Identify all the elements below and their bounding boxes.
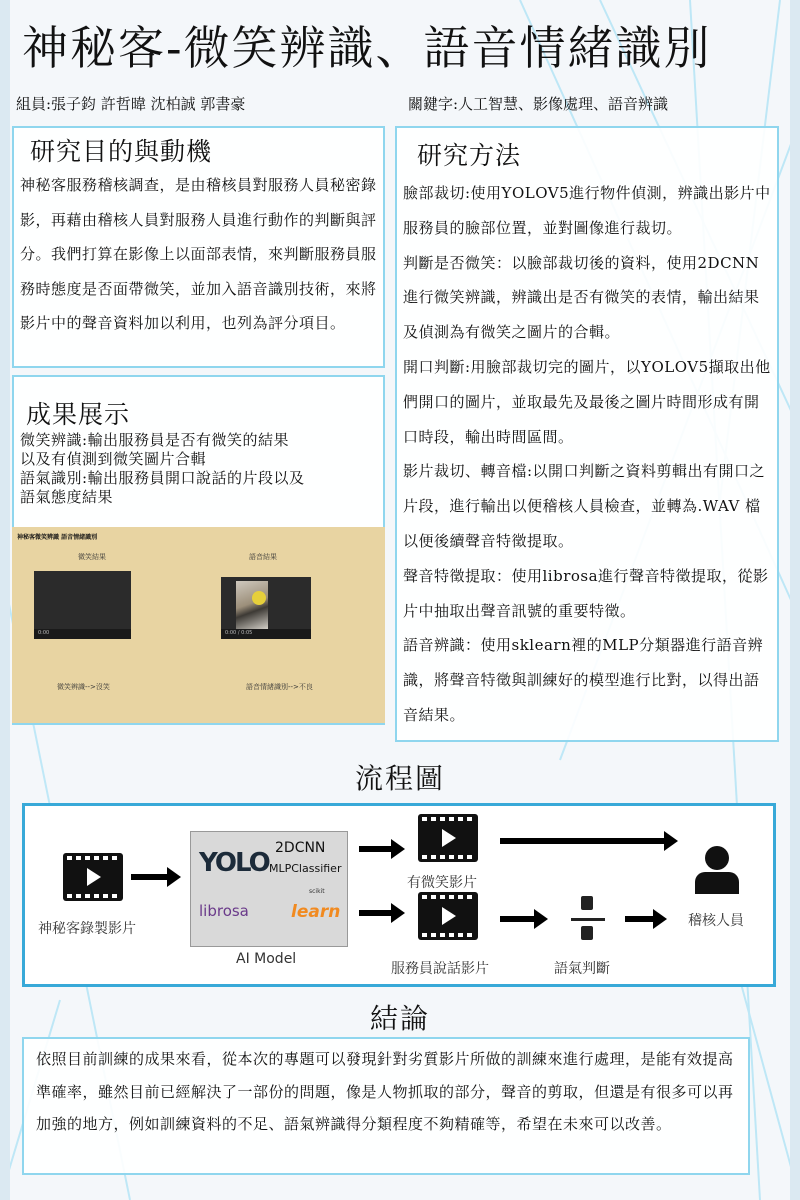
results-line: 以及有偵測到微笑圖片合輯 bbox=[20, 450, 207, 468]
model-2dcnn: 2DCNN bbox=[275, 840, 326, 856]
arrow-icon bbox=[359, 846, 393, 852]
purpose-heading: 研究目的與動機 bbox=[30, 137, 213, 166]
results-line: 微笑辨識:輸出服務員是否有微笑的結果 bbox=[20, 431, 290, 449]
conclusion-section bbox=[22, 1037, 750, 1175]
tone-judgement-label: 語氣判斷 bbox=[554, 961, 610, 977]
smile-video-label: 有微笑影片 bbox=[407, 875, 477, 891]
method-mouth-open: 開口判斷:用臉部裁切完的圖片，以YOLOV5擷取出他們開口的圖片，並取最先及最後之圖片時間形成有開口時段，輸出時間區間。 bbox=[403, 357, 771, 446]
arrow-icon bbox=[359, 910, 393, 916]
method-video-cut: 影片裁切、轉音檔:以開口判斷之資料剪輯出有開口之片段，進行輸出以便稽核人員檢查，並轉為.WAV 檔以便後續聲音特徵提取。 bbox=[403, 462, 766, 550]
arrow-icon bbox=[131, 874, 169, 880]
results-line: 語氣態度結果 bbox=[20, 488, 114, 506]
method-face-crop: 臉部裁切:使用YOLOV5進行物件偵測，辨識出影片中服務員的臉部位置，並對圖像進行裁切。 bbox=[403, 184, 771, 237]
purpose-text: 神秘客服務稽核調查，是由稽核員對服務人員秘密錄影，再藉由稽核人員對服務人員進行動作的判斷與評分。我們打算在影像上以面部表情，來判斷服務員服務時態度是否面帶微笑，並加入語音識別技術，來將影片中的聲音資料加以利用，也列為評分項目。 bbox=[20, 176, 377, 332]
conclusion-text: 依照目前訓練的成果來看，從本次的專題可以發現針對劣質影片所做的訓練來進行處理，是能有效提高準確率，雖然目前已經解決了一部份的問題，像是人物抓取的部分，聲音的剪取，但還是有很多可以再加強的地方，例如訓練資料的不足、語氣辨識得分類程度不夠精確等，希望在未來可以改善。 bbox=[36, 1050, 734, 1133]
arrow-icon bbox=[625, 916, 655, 922]
arrow-icon bbox=[500, 916, 536, 922]
speech-result-label: 語音結果 bbox=[249, 553, 277, 561]
input-video-label: 神秘客錄製影片 bbox=[38, 921, 136, 937]
results-line: 語氣識別:輸出服務員開口說話的片段以及 bbox=[20, 469, 305, 487]
speech-video-label: 服務員說話影片 bbox=[391, 961, 489, 977]
tone-judgement-icon bbox=[571, 896, 605, 946]
ai-model-label: AI Model bbox=[236, 951, 297, 967]
speech-video-player[interactable] bbox=[221, 577, 311, 639]
demo-title: 神秘客微笑辨識 語音情緒識別 bbox=[17, 534, 98, 541]
smile-result-text: 微笑辨識-->沒笑 bbox=[57, 683, 110, 691]
speech-video-icon bbox=[418, 892, 478, 940]
sklearn-logo: learn bbox=[291, 902, 341, 922]
auditor-icon bbox=[695, 846, 739, 894]
poster-title: 神秘客-微笑辨識、語音情緒識別 bbox=[22, 21, 712, 75]
speech-result-text: 語音情緒識別-->不良 bbox=[246, 683, 313, 691]
input-video-icon bbox=[63, 853, 123, 901]
yolo-logo: YOLO bbox=[199, 848, 269, 878]
smile-video-player[interactable] bbox=[34, 571, 131, 639]
video-time: 0:00 / 0:05 bbox=[225, 630, 253, 636]
results-heading: 成果展示 bbox=[26, 400, 131, 429]
sklearn-logo-small: scikit bbox=[309, 888, 325, 895]
conclusion-heading: 結論 bbox=[369, 1002, 430, 1035]
smile-result-label: 微笑結果 bbox=[78, 553, 106, 561]
methods-heading: 研究方法 bbox=[417, 141, 522, 170]
arrow-icon bbox=[500, 838, 666, 844]
librosa-logo: librosa bbox=[199, 902, 249, 920]
method-audio-feature: 聲音特徵提取：使用librosa進行聲音特徵提取，從影片中抽取出聲音訊號的重要特徵。 bbox=[403, 566, 769, 620]
video-thumbnail bbox=[236, 581, 268, 631]
auditor-label: 稽核人員 bbox=[688, 913, 744, 929]
purpose-section bbox=[12, 126, 385, 368]
demo-screenshot bbox=[12, 527, 385, 723]
ai-model-box bbox=[190, 831, 348, 947]
results-text bbox=[20, 431, 377, 507]
flowchart-heading: 流程圖 bbox=[354, 762, 445, 795]
team-members: 組員:張子鈞 許哲暐 沈柏誠 郭書豪 bbox=[16, 95, 246, 113]
method-speech-recog: 語音辨識：使用sklearn裡的MLP分類器進行語音辨識，將聲音特徵與訓練好的模型進行比對，以得出語音結果。 bbox=[403, 636, 764, 724]
flowchart bbox=[22, 803, 776, 987]
video-time: 0:00 bbox=[38, 630, 50, 636]
methods-section bbox=[395, 126, 779, 742]
method-smile-detect: 判斷是否微笑：以臉部裁切後的資料，使用2DCNN進行微笑辨識，辨識出是否有微笑的表情，輸出結果及偵測為有微笑之圖片的合輯。 bbox=[403, 253, 760, 342]
model-mlp: MLPClassifier bbox=[269, 862, 342, 875]
keywords: 關鍵字:人工智慧、影像處理、語音辨識 bbox=[408, 95, 669, 113]
video-controls[interactable] bbox=[221, 629, 311, 639]
video-controls[interactable] bbox=[34, 629, 131, 639]
smile-video-icon bbox=[418, 814, 478, 862]
